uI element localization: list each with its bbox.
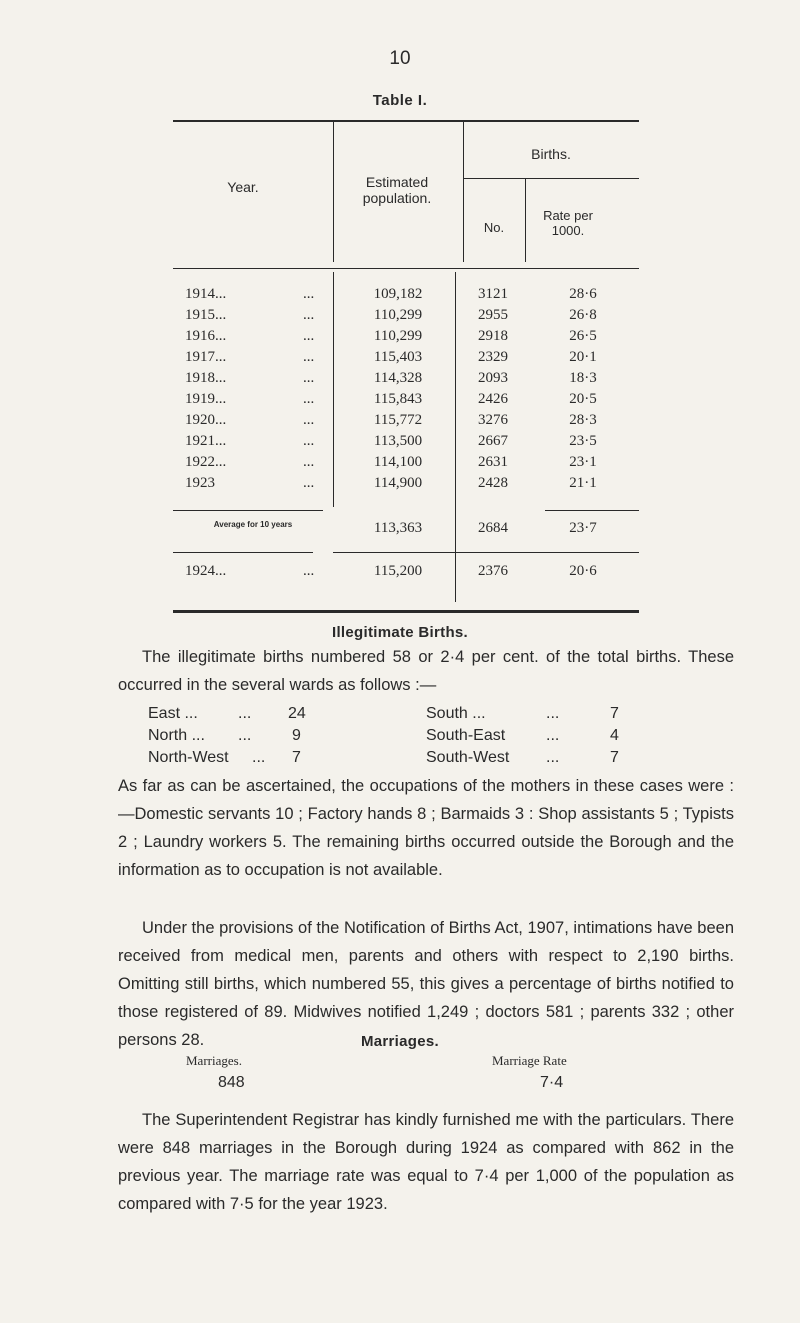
births-no-cell: 2667 bbox=[478, 433, 508, 449]
birth-rate-cell: 23·7 bbox=[569, 520, 597, 536]
ward-item: North ... ... 9 bbox=[148, 727, 301, 744]
birth-rate-cell: 20·5 bbox=[569, 391, 597, 407]
births-no-cell: 2428 bbox=[478, 475, 508, 491]
births-no-cell: 3121 bbox=[478, 286, 508, 302]
header-rate: Rate per 1000. bbox=[543, 208, 593, 238]
page-number: 10 bbox=[389, 48, 411, 69]
population-cell: 115,843 bbox=[373, 391, 423, 407]
year-cell: 1916... ... bbox=[185, 328, 315, 344]
table-row bbox=[173, 328, 639, 349]
births-no-cell: 2955 bbox=[478, 307, 508, 323]
births-no-cell: 2093 bbox=[478, 370, 508, 386]
birth-rate-cell: 23·1 bbox=[569, 454, 597, 470]
current-year-row bbox=[173, 563, 639, 584]
year-cell: 1915... ... bbox=[185, 307, 315, 323]
births-no-cell: 3276 bbox=[478, 412, 508, 428]
year-cell: 1921... ... bbox=[185, 433, 315, 449]
births-no-cell: 2329 bbox=[478, 349, 508, 365]
year-cell: 1922... ... bbox=[185, 454, 315, 470]
population-cell: 115,403 bbox=[373, 349, 423, 365]
year-cell: 1920... ... bbox=[185, 412, 315, 428]
ward-item: South-West ... 7 bbox=[426, 749, 619, 766]
birth-rate-cell: 18·3 bbox=[569, 370, 597, 386]
header-year: Year. bbox=[227, 179, 259, 195]
birth-rate-cell: 20·6 bbox=[569, 563, 597, 579]
marriages-count-label: Marriages. bbox=[186, 1053, 242, 1068]
table-row bbox=[173, 370, 639, 391]
births-no-cell: 2684 bbox=[478, 520, 508, 536]
occupations-paragraph: As far as can be ascertained, the occupations of the mothers in these cases were :—Domestic servants 10 ; Factory hands 8 ; Barmaids 3 : Shop assistants 5 ; Typists 2 ; Laundry workers 5. The remaining births occurred outside the Borough and the information as to occupation is not available. bbox=[118, 777, 734, 879]
population-cell: 114,900 bbox=[373, 475, 423, 491]
marriage-rate-label: Marriage Rate bbox=[492, 1053, 567, 1068]
birth-rate-cell: 28·3 bbox=[569, 412, 597, 428]
birth-rate-cell: 28·6 bbox=[569, 286, 597, 302]
population-cell: 115,200 bbox=[373, 563, 423, 579]
population-cell: 114,100 bbox=[373, 454, 423, 470]
table-row bbox=[173, 433, 639, 454]
table-row bbox=[173, 454, 639, 475]
birth-rate-cell: 26·8 bbox=[569, 307, 597, 323]
population-cell: 113,500 bbox=[373, 433, 423, 449]
header-population: Estimated population. bbox=[362, 174, 432, 206]
table-row bbox=[173, 349, 639, 370]
year-cell: 1924... ... bbox=[185, 563, 315, 579]
table-title: Table I. bbox=[372, 92, 428, 109]
header-births: Births. bbox=[531, 146, 571, 162]
ward-item: South-East ... 4 bbox=[426, 727, 619, 744]
notification-paragraph: Under the provisions of the Notification of Births Act, 1907, intimations have been received from medical men, parents and others with respect to 2,190 births. Omitting still births, which numbered 55, this gives a percentage of births notified to those registered of 89. Midwives notified 1,249 ; doctors 581 ; parents 332 ; other persons 28. bbox=[118, 919, 734, 1049]
marriages-heading: Marriages. bbox=[360, 1033, 440, 1050]
population-cell: 113,363 bbox=[373, 520, 423, 536]
ward-item: South ... ... 7 bbox=[426, 705, 619, 722]
table-row bbox=[173, 286, 639, 307]
population-cell: 109,182 bbox=[373, 286, 423, 302]
year-cell: 1918... ... bbox=[185, 370, 315, 386]
marriages-count-value: 848 bbox=[218, 1074, 245, 1091]
birth-rate-cell: 26·5 bbox=[569, 328, 597, 344]
average-label: Average for 10 years bbox=[213, 520, 293, 529]
ward-item: East ... ... 24 bbox=[148, 705, 306, 722]
year-cell: 1914... ... bbox=[185, 286, 315, 302]
table-row bbox=[173, 307, 639, 328]
population-cell: 110,299 bbox=[373, 307, 423, 323]
illegitimate-intro: The illegitimate births numbered 58 or 2·4 per cent. of the total births. These occurred in the several wards as follows :— bbox=[118, 648, 734, 694]
birth-rate-cell: 21·1 bbox=[569, 475, 597, 491]
population-cell: 115,772 bbox=[373, 412, 423, 428]
year-cell: 1919... ... bbox=[185, 391, 315, 407]
table-row bbox=[173, 475, 639, 496]
population-cell: 110,299 bbox=[373, 328, 423, 344]
births-no-cell: 2376 bbox=[478, 563, 508, 579]
header-no: No. bbox=[483, 220, 505, 235]
table-row bbox=[173, 391, 639, 412]
population-cell: 114,328 bbox=[373, 370, 423, 386]
marriages-paragraph: The Superintendent Registrar has kindly furnished me with the particulars. There were 848 marriages in the Borough during 1924 as compared with 862 in the previous year. The marriage rate was equal to 7·4 per 1,000 of the population as compared with 7·5 for the year 1923. bbox=[118, 1111, 734, 1213]
births-no-cell: 2426 bbox=[478, 391, 508, 407]
birth-rate-cell: 20·1 bbox=[569, 349, 597, 365]
illegitimate-heading: Illegitimate Births. bbox=[331, 624, 469, 641]
birth-rate-cell: 23·5 bbox=[569, 433, 597, 449]
ward-item: North-West ... 7 bbox=[148, 749, 301, 766]
marriage-rate-value: 7·4 bbox=[540, 1074, 564, 1091]
average-row bbox=[173, 520, 639, 541]
table-row bbox=[173, 412, 639, 433]
births-table bbox=[173, 120, 639, 613]
births-no-cell: 2918 bbox=[478, 328, 508, 344]
year-cell: 1917... ... bbox=[185, 349, 315, 365]
year-cell: 1923 ... bbox=[185, 475, 315, 491]
births-no-cell: 2631 bbox=[478, 454, 508, 470]
